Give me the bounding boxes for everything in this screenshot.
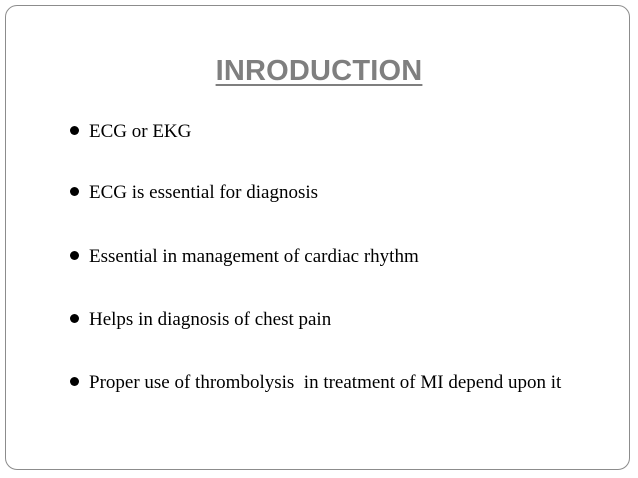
bullet-item [70,308,600,331]
bullet-dot-icon [70,314,79,323]
bullet-text: Helps in diagnosis of chest pain [89,309,332,330]
bullet-dot-icon [70,377,79,386]
bullet-text: ECG or EKG [89,121,192,142]
bullet-text: Essential in management of cardiac rhythm [89,246,419,267]
bullet-dot-icon [70,251,79,260]
bullet-dot-icon [70,187,79,196]
bullet-text: ECG is essential for diagnosis [89,182,319,203]
slide-title-text: INRODUCTION [215,55,423,87]
bullet-item [70,120,600,143]
bullet-item [70,181,600,204]
slide-title [0,55,638,88]
bullet-text: Proper use of thrombolysis in treatment of MI depend upon it [89,372,562,393]
bullet-item [70,371,600,394]
bullet-item [70,245,600,268]
bullet-dot-icon [70,126,79,135]
